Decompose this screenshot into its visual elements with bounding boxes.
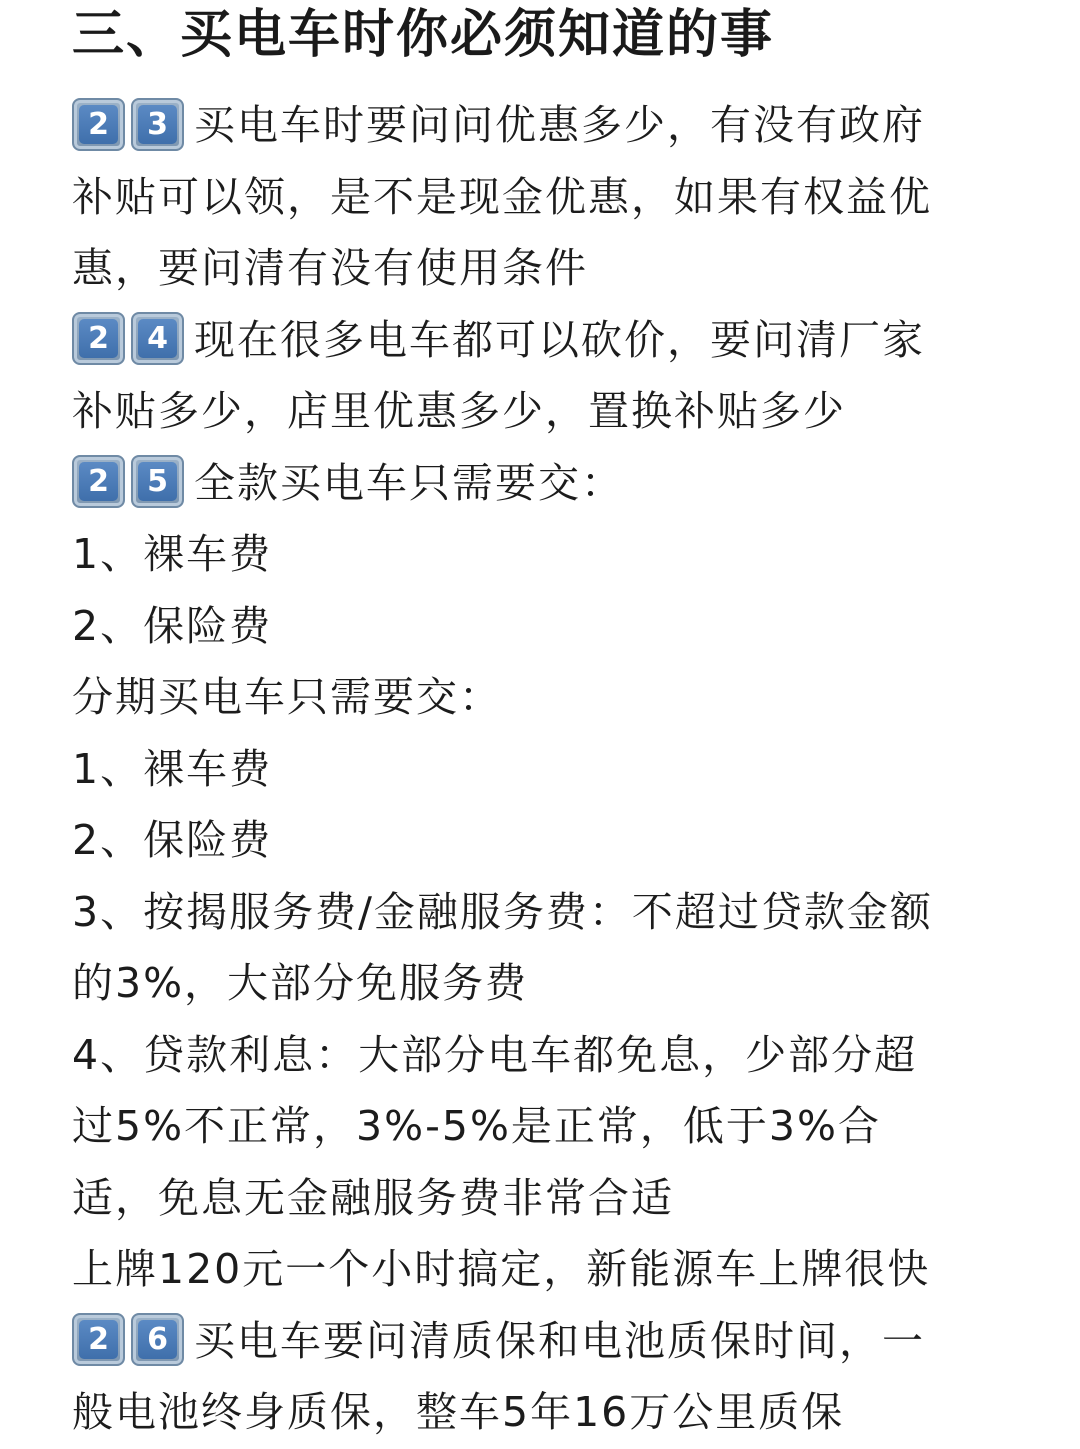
text-line: 的3%，大部分免服务费	[72, 959, 529, 1007]
section-item-23	[72, 90, 1040, 305]
text-line: 2 6 买电车要问清质保和电池质保时间，一	[72, 1306, 1040, 1378]
text-line: 过5%不正常，3%-5%是正常，低于3%合	[72, 1102, 881, 1150]
keycap-number-icon-23	[72, 86, 190, 158]
keycap-digit-icon: 2	[72, 455, 125, 508]
keycap-digit-icon: 2	[72, 98, 125, 151]
text-line: 般电池终身质保，整车5年16万公里质保	[72, 1388, 845, 1436]
text-line: 补贴可以领，是不是现金优惠，如果有权益优	[72, 172, 932, 221]
keycap-digit-icon: 4	[131, 312, 184, 365]
content-body	[72, 90, 1040, 1449]
text-line: 3、按揭服务费/金融服务费：不超过贷款金额	[72, 887, 933, 936]
text-line: 1、裸车费	[72, 744, 273, 793]
text-line: 2 4 现在很多电车都可以砍价，要问清厂家	[72, 305, 1040, 377]
keycap-digit-icon: 3	[131, 98, 184, 151]
section-item-26	[72, 1306, 1040, 1449]
keycap-digit-icon: 5	[131, 455, 184, 508]
keycap-number-icon-25	[72, 444, 190, 516]
text-line: 2、保险费	[72, 816, 273, 864]
section-item-25	[72, 448, 1040, 1306]
text-line: 上牌120元一个小时搞定，新能源车上牌很快	[72, 1245, 931, 1293]
text-line: 补贴多少，店里优惠多少，置换补贴多少	[72, 387, 846, 435]
text-line: 2、保险费	[72, 601, 273, 650]
keycap-number-icon-24	[72, 301, 190, 373]
text-line: 分期买电车只需要交：	[72, 673, 502, 721]
keycap-digit-icon: 6	[131, 1313, 184, 1366]
page-title: 三、买电车时你必须知道的事	[72, 5, 775, 65]
text-line: 适，免息无金融服务费非常合适	[72, 1173, 674, 1222]
text-line: 1、裸车费	[72, 530, 273, 578]
keycap-digit-icon: 2	[72, 1313, 125, 1366]
keycap-digit-icon: 2	[72, 312, 125, 365]
keycap-number-icon-26	[72, 1302, 190, 1374]
section-item-24	[72, 305, 1040, 448]
text-line: 4、贷款利息：大部分电车都免息，少部分超	[72, 1030, 918, 1079]
text-line: 2 5 全款买电车只需要交：	[72, 448, 1040, 520]
text-line: 惠，要问清有没有使用条件	[72, 244, 588, 292]
text-line: 2 3 买电车时要问问优惠多少，有没有政府	[72, 90, 1040, 162]
